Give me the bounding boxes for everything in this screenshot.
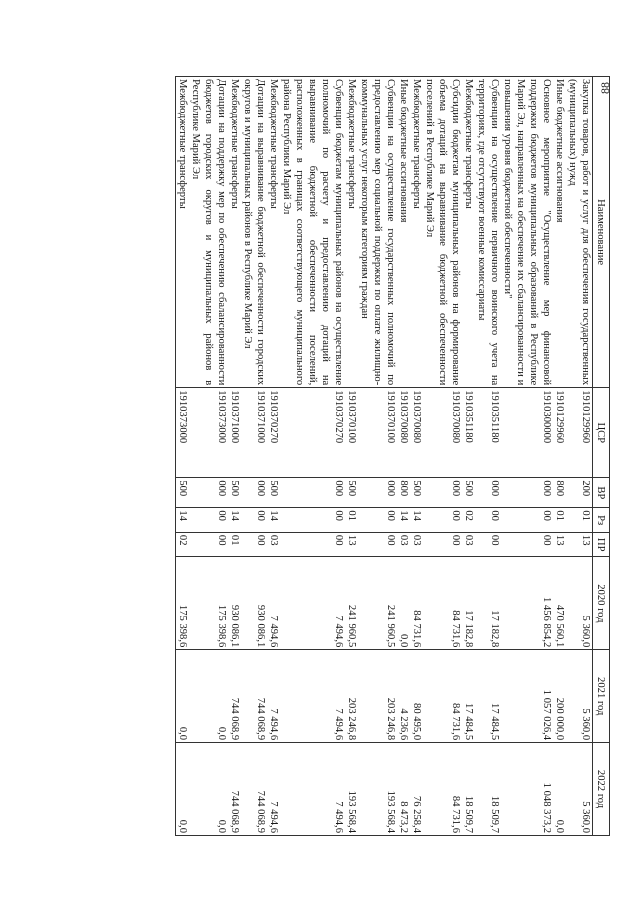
cell-rz: 14 xyxy=(397,508,410,533)
cell-y2020: 17 182,8 xyxy=(462,557,475,650)
cell-y2020: 930 086,1 xyxy=(241,557,267,650)
cell-pr: 00 xyxy=(358,532,397,557)
cell-csr: 1910370080 xyxy=(423,388,462,478)
cell-csr: 1910351180 xyxy=(462,388,475,478)
cell-y2020: 7 494,6 xyxy=(267,557,280,650)
cell-rz: 02 xyxy=(462,508,475,533)
cell-name: Субвенции бюджетам муниципальных районов на осуществление полномочий по расчету и предоставлению дотаций на выравнивание бюджетной обеспеченности поселений, расположенных в границах соответствующего муниципального района Республики Марий Эл xyxy=(280,77,345,388)
cell-name: Иные бюджетные ассигнования xyxy=(397,77,410,388)
header-csr: ЦСР xyxy=(593,388,610,478)
cell-vr: 800 xyxy=(397,478,410,508)
cell-y2021: 203 246,8 xyxy=(358,650,397,743)
cell-csr: 1910370080 xyxy=(410,388,423,478)
cell-y2022: 0,0 xyxy=(176,743,190,836)
cell-name: Межбюджетные трансферты xyxy=(410,77,423,388)
cell-y2022: 18 509,7 xyxy=(462,743,475,836)
cell-vr: 500 xyxy=(345,478,358,508)
cell-csr: 1910129960 xyxy=(566,388,593,478)
cell-pr: 00 xyxy=(189,532,228,557)
table-row xyxy=(553,77,566,836)
cell-y2020: 175 398,6 xyxy=(176,557,190,650)
cell-y2020: 17 182,8 xyxy=(475,557,501,650)
cell-pr: 03 xyxy=(397,532,410,557)
cell-y2021: 17 484,5 xyxy=(475,650,501,743)
table-row xyxy=(280,77,345,836)
cell-csr: 1910370100 xyxy=(345,388,358,478)
cell-pr: 00 xyxy=(501,532,553,557)
cell-name: Межбюджетные трансферты xyxy=(345,77,358,388)
header-name: Наименование xyxy=(593,77,610,388)
cell-pr: 13 xyxy=(345,532,358,557)
cell-y2021: 744 068,9 xyxy=(228,650,241,743)
cell-pr: 00 xyxy=(475,532,501,557)
cell-y2021: 1 057 026,4 xyxy=(501,650,553,743)
cell-csr: 1910370100 xyxy=(358,388,397,478)
cell-y2022: 193 568,4 xyxy=(358,743,397,836)
table-row xyxy=(267,77,280,836)
cell-y2020: 5 360,0 xyxy=(566,557,593,650)
cell-y2022: 1 048 373,2 xyxy=(501,743,553,836)
cell-y2022: 0,0 xyxy=(189,743,228,836)
cell-y2021: 744 068,9 xyxy=(241,650,267,743)
cell-name: Субвенции на осуществление первичного воинского учета на территориях, где отсутствуют военные комиссариаты xyxy=(475,77,501,388)
table-row xyxy=(410,77,423,836)
cell-y2022: 193 568,4 xyxy=(345,743,358,836)
cell-rz: 00 xyxy=(280,508,345,533)
cell-rz: 14 xyxy=(410,508,423,533)
cell-pr: 00 xyxy=(423,532,462,557)
cell-name: Дотации на поддержку мер по обеспечению сбалансированности бюджетов городских округов и муниципальных районов в Республике Марий Эл xyxy=(189,77,228,388)
cell-rz: 00 xyxy=(423,508,462,533)
cell-csr: 1910371000 xyxy=(241,388,267,478)
cell-pr: 13 xyxy=(566,532,593,557)
cell-rz: 01 xyxy=(553,508,566,533)
cell-vr: 800 xyxy=(553,478,566,508)
table-row xyxy=(358,77,397,836)
table-row xyxy=(397,77,410,836)
cell-y2021: 0,0 xyxy=(176,650,190,743)
budget-table xyxy=(175,76,610,836)
header-rz: Рз xyxy=(593,508,610,533)
cell-y2021: 200 000,0 xyxy=(553,650,566,743)
cell-pr: 13 xyxy=(553,532,566,557)
table-row xyxy=(475,77,501,836)
cell-vr: 000 xyxy=(189,478,228,508)
cell-rz: 00 xyxy=(358,508,397,533)
cell-vr: 500 xyxy=(176,478,190,508)
page-number-text: 88 xyxy=(598,82,612,94)
cell-name: Межбюджетные трансферты xyxy=(462,77,475,388)
rotated-table-sheet xyxy=(83,76,610,836)
cell-y2020: 0,0 xyxy=(397,557,410,650)
cell-y2020: 470 560,1 xyxy=(553,557,566,650)
cell-vr: 500 xyxy=(410,478,423,508)
header-2020: 2020 год xyxy=(593,557,610,650)
cell-y2022: 18 509,7 xyxy=(475,743,501,836)
cell-y2020: 175 398,6 xyxy=(189,557,228,650)
cell-name: Межбюджетные трансферты xyxy=(176,77,190,388)
cell-y2020: 84 731,6 xyxy=(410,557,423,650)
table-row xyxy=(228,77,241,836)
cell-pr: 03 xyxy=(267,532,280,557)
cell-pr: 03 xyxy=(462,532,475,557)
cell-name: Межбюджетные трансферты xyxy=(267,77,280,388)
cell-csr: 1910370270 xyxy=(280,388,345,478)
cell-y2022: 8 473,2 xyxy=(397,743,410,836)
cell-y2021: 17 484,5 xyxy=(462,650,475,743)
cell-pr: 03 xyxy=(410,532,423,557)
table-row xyxy=(501,77,553,836)
cell-pr: 00 xyxy=(280,532,345,557)
cell-name: Закупка товаров, работ и услуг для обеспечения государственных (муниципальных) нужд xyxy=(566,77,593,388)
cell-y2021: 7 494,6 xyxy=(280,650,345,743)
cell-y2021: 4 236,6 xyxy=(397,650,410,743)
header-2021: 2021 год xyxy=(593,650,610,743)
table-header-row xyxy=(593,77,610,836)
cell-vr: 200 xyxy=(566,478,593,508)
cell-vr: 500 xyxy=(267,478,280,508)
cell-csr: 1910129960 xyxy=(553,388,566,478)
cell-csr: 1910371000 xyxy=(228,388,241,478)
table-body xyxy=(176,77,593,836)
cell-vr: 000 xyxy=(280,478,345,508)
cell-y2022: 76 258,4 xyxy=(410,743,423,836)
cell-rz: 01 xyxy=(566,508,593,533)
table-row xyxy=(423,77,462,836)
cell-vr: 000 xyxy=(241,478,267,508)
cell-y2022: 744 068,9 xyxy=(228,743,241,836)
cell-rz: 14 xyxy=(228,508,241,533)
cell-y2021: 0,0 xyxy=(189,650,228,743)
cell-pr: 01 xyxy=(228,532,241,557)
cell-y2021: 80 495,0 xyxy=(410,650,423,743)
cell-vr: 000 xyxy=(475,478,501,508)
cell-vr: 000 xyxy=(501,478,553,508)
cell-y2021: 84 731,6 xyxy=(423,650,462,743)
table-row xyxy=(566,77,593,836)
cell-y2022: 5 360,0 xyxy=(566,743,593,836)
cell-rz: 00 xyxy=(189,508,228,533)
cell-rz: 00 xyxy=(501,508,553,533)
cell-y2022: 0,0 xyxy=(553,743,566,836)
header-pr: ПР xyxy=(593,532,610,557)
cell-y2020: 1 456 854,2 xyxy=(501,557,553,650)
cell-y2020: 241 960,5 xyxy=(345,557,358,650)
cell-rz: 00 xyxy=(475,508,501,533)
cell-vr: 500 xyxy=(462,478,475,508)
cell-y2020: 84 731,6 xyxy=(423,557,462,650)
cell-vr: 000 xyxy=(423,478,462,508)
cell-csr: 1910370080 xyxy=(397,388,410,478)
cell-csr: 1910370270 xyxy=(267,388,280,478)
cell-y2021: 7 494,6 xyxy=(267,650,280,743)
cell-name: Субвенции на осуществление государственных полномочий по предоставлению мер социальной поддержки по оплате жилищно-коммунальных услуг некоторым категориям граждан xyxy=(358,77,397,388)
table-row xyxy=(345,77,358,836)
cell-name: Основное мероприятие "Осуществление мер финансовой поддержки бюджетов муниципальных образований в Республике Марий Эл, направленных на обеспечение их сбалансированности и повышения уровня бюджетной обеспеченности" xyxy=(501,77,553,388)
table-row xyxy=(189,77,228,836)
table-row xyxy=(176,77,190,836)
cell-y2022: 7 494,6 xyxy=(280,743,345,836)
cell-name: Иные бюджетные ассигнования xyxy=(553,77,566,388)
cell-y2021: 203 246,8 xyxy=(345,650,358,743)
cell-pr: 00 xyxy=(241,532,267,557)
cell-csr: 1910373000 xyxy=(189,388,228,478)
cell-y2022: 84 731,6 xyxy=(423,743,462,836)
cell-name: Межбюджетные трансферты xyxy=(228,77,241,388)
cell-csr: 1910373000 xyxy=(176,388,190,478)
cell-rz: 01 xyxy=(345,508,358,533)
cell-y2020: 7 494,6 xyxy=(280,557,345,650)
cell-csr: 1910351180 xyxy=(475,388,501,478)
cell-y2020: 241 960,5 xyxy=(358,557,397,650)
cell-name: Субсидии бюджетам муниципальных районов на формирование объема дотаций на выравнивание бюджетной обеспеченности поселений в Республике Марий Эл xyxy=(423,77,462,388)
cell-y2022: 744 068,9 xyxy=(241,743,267,836)
table-row xyxy=(462,77,475,836)
header-vr: ВР xyxy=(593,478,610,508)
table-row xyxy=(241,77,267,836)
cell-y2022: 7 494,6 xyxy=(267,743,280,836)
cell-name: Дотации на выравнивание бюджетной обеспеченности городских округов и муниципальных районов в Республике Марий Эл xyxy=(241,77,267,388)
cell-csr: 1910300000 xyxy=(501,388,553,478)
cell-pr: 02 xyxy=(176,532,190,557)
cell-y2021: 5 360,0 xyxy=(566,650,593,743)
cell-vr: 000 xyxy=(358,478,397,508)
header-2022: 2022 год xyxy=(593,743,610,836)
cell-y2020: 930 086,1 xyxy=(228,557,241,650)
cell-rz: 00 xyxy=(241,508,267,533)
cell-vr: 500 xyxy=(228,478,241,508)
cell-rz: 14 xyxy=(267,508,280,533)
cell-rz: 14 xyxy=(176,508,190,533)
